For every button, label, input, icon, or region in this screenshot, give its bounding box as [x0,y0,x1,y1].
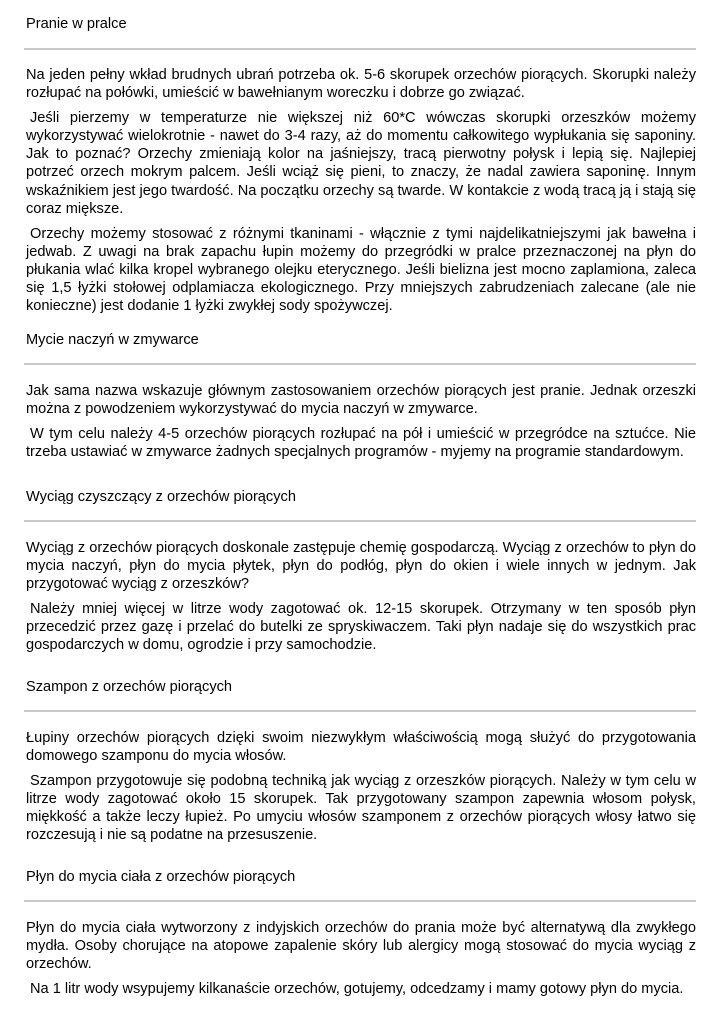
section-body-wash [26,868,696,998]
section-washing-machine [26,15,696,315]
paragraph: Szampon przygotowuje się podobną techniką jak wyciąg z orzeszków piorących. Należy w tym celu w litrze wody zagotować około 15 skorupek. Tak przygotowany szampon zapewnia włosom połysk, miękkość a także leczy łupież. Po umyciu włosów szamponem z orzechów piorących włosy łatwo się rozczesują i nie są podatne na przesuszenie. [26,773,696,844]
section-body [26,66,696,322]
section-divider [24,48,696,50]
section-body [26,919,696,1005]
section-heading: Szampon z orzechów piorących [26,679,233,695]
paragraph: Na jeden pełny wkład brudnych ubrań potrzeba ok. 5-6 skorupek orzechów piorących. Skorupki należy rozłupać na połówki, umieścić w bawełnianym woreczku i dobrze go związać. [26,67,696,102]
section-body [26,539,696,662]
section-divider [24,363,696,365]
paragraph: Łupiny orzechów piorących dzięki swoim niezwykłym właściwością mogą służyć do przygotowania domowego szamponu do mycia włosów. [26,730,696,765]
paragraph: Płyn do mycia ciała wytworzony z indyjskich orzechów do prania może być alternatywą dla zwykłego mydła. Osoby chorujące na atopowe zapalenie skóry lub alergicy mogą stosować do mycia wyciąg z orzechów. [26,920,696,973]
paragraph: Wyciąg z orzechów piorących doskonale zastępuje chemię gospodarczą. Wyciąg z orzechów to płyn do mycia naczyń, płyn do mycia płytek, płyn do podłóg, płyn do okien i wiele innych w jednym. Jak przygotować wyciąg z orzeszków? [26,540,696,593]
section-divider [24,900,696,902]
section-divider [24,520,696,522]
paragraph: Orzechy możemy stosować z różnymi tkaninami - włącznie z tymi najdelikatniejszymi jak bawełna i jedwab. Z uwagi na brak zapachu łupin możemy do przegródki w pralce przeznaczonej na płyn do płukania wlać kilka kropel wybranego olejku eterycznego. Jeśli bielizna jest mocno zaplamiona, zaleca się 1,5 łyżki stołowej odplamiacza ekologicznego. Przy mniejszych zabrudzeniach zalecane (ale nie konieczne) jest dodanie 1 łyżki zwykłej sody spożywczej. [26,225,696,315]
section-heading: Wyciąg czyszczący z orzechów piorących [26,489,296,505]
section-heading: Płyn do mycia ciała z orzechów piorących [26,869,296,885]
paragraph: Jak sama nazwa wskazuje głównym zastosowaniem orzechów piorących jest pranie. Jednak orzeszki można z powodzeniem wykorzystywać do mycia naczyń w zmywarce. [26,383,696,418]
section-body [26,729,696,852]
section-divider [24,710,696,712]
paragraph: Na 1 litr wody wsypujemy kilkanaście orzechów, gotujemy, odcedzamy i mamy gotowy płyn do mycia. [30,981,684,998]
paragraph: W tym celu należy 4-5 orzechów piorących rozłupać na pół i umieścić w przegródce na sztućce. Nie trzeba ustawiać w zmywarce żadnych specjalnych programów - myjemy na programie standardowym. [26,426,696,461]
section-shampoo [26,678,696,844]
paragraph: Należy mniej więcej w litrze wody zagotować ok. 12-15 skorupek. Otrzymany w ten sposób płyn przecedzić przez gazę i przelać do butelki ze spryskiwaczem. Taki płyn nadaje się do wszystkich prac gospodarczych w domu, ogrodzie i przy samochodzie. [26,601,696,654]
section-heading: Mycie naczyń w zmywarce [26,332,199,348]
section-heading: Pranie w pralce [26,16,127,32]
paragraph: Jeśli pierzemy w temperaturze nie większej niż 60*C wówczas skorupki orzeszków możemy wykorzystywać wielokrotnie - nawet do 3-4 razy, aż do momentu całkowitego wypłukania się saponiny. Jak to poznać? Orzechy zmieniają kolor na jaśniejszy, tracą pierwotny połysk i lepią się. Najlepiej potrzeć orzech mokrym palcem. Jeśli wciąż się pieni, to znaczy, że nadal zawiera saponinę. Innym wskaźnikiem jest jego twardość. Na początku orzechy są twarde. W kontakcie z wodą tracą ją i stają się coraz miększe. [26,110,696,217]
section-body [26,382,696,468]
section-cleaning-extract [26,488,696,654]
section-dishwasher [26,331,696,461]
